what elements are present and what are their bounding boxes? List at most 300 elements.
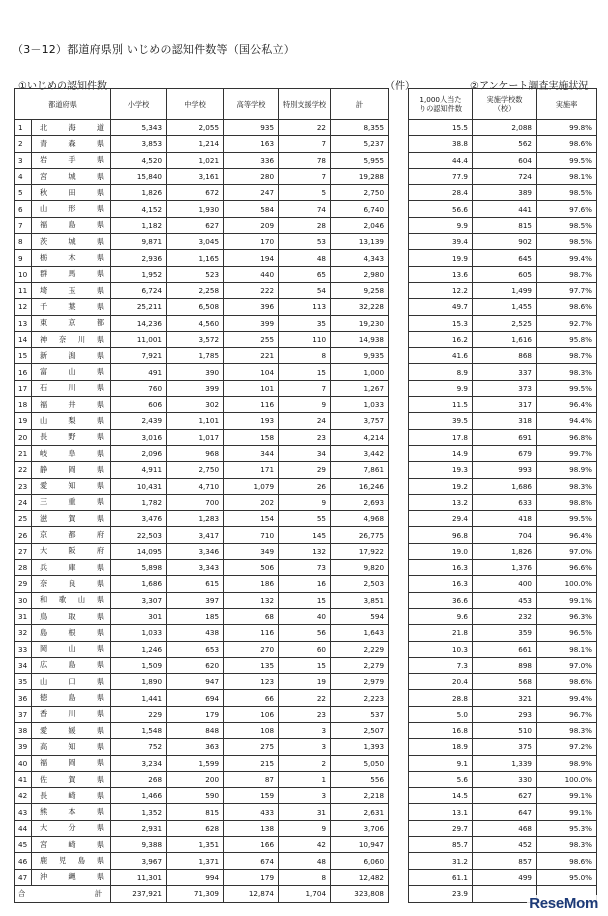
special-support-count: 19 [279, 674, 331, 690]
special-support-count: 15 [279, 657, 331, 673]
survey-rate: 98.3% [537, 478, 597, 494]
survey-rate: 96.6% [537, 560, 597, 576]
junior-high-count: 700 [167, 494, 224, 510]
per-1000-count: 39.4 [409, 234, 473, 250]
high-school-count: 674 [224, 853, 279, 869]
table-row [409, 168, 597, 184]
table-row [409, 234, 597, 250]
total-count: 9,935 [331, 348, 389, 364]
total-count: 2,503 [331, 576, 389, 592]
per-1000-count: 13.2 [409, 494, 473, 510]
high-school-count: 344 [224, 445, 279, 461]
surveyed-schools: 704 [473, 527, 537, 543]
high-school-count: 349 [224, 543, 279, 559]
table-row [15, 625, 389, 641]
prefecture-name: 沖縄県 [32, 869, 111, 885]
table-row [15, 494, 389, 510]
per-1000-count: 5.0 [409, 706, 473, 722]
surveyed-schools: 902 [473, 234, 537, 250]
special-support-count: 3 [279, 722, 331, 738]
per-1000-count: 15.5 [409, 120, 473, 136]
row-number: 11 [15, 282, 32, 298]
elementary-count: 3,234 [111, 755, 167, 771]
junior-high-count: 4,560 [167, 315, 224, 331]
survey-rate: 97.0% [537, 657, 597, 673]
table-row [15, 380, 389, 396]
per-1000-count: 14.5 [409, 788, 473, 804]
table-row [409, 674, 597, 690]
total-label [15, 885, 111, 902]
elementary-count: 5,898 [111, 560, 167, 576]
surveyed-schools: 373 [473, 380, 537, 396]
junior-high-count: 185 [167, 608, 224, 624]
table-row [15, 250, 389, 266]
elementary-count: 2,096 [111, 445, 167, 461]
total-count: 10,947 [331, 837, 389, 853]
table-row [15, 706, 389, 722]
elementary-count: 22,503 [111, 527, 167, 543]
junior-high-count: 523 [167, 266, 224, 282]
junior-high-count: 6,508 [167, 299, 224, 315]
survey-rate: 100.0% [537, 576, 597, 592]
elementary-count: 4,152 [111, 201, 167, 217]
per-1000-count: 16.3 [409, 560, 473, 576]
row-number: 43 [15, 804, 32, 820]
total-count: 9,258 [331, 282, 389, 298]
special-support-count: 23 [279, 706, 331, 722]
elementary-count: 3,016 [111, 429, 167, 445]
table-row [409, 869, 597, 885]
table-row [409, 152, 597, 168]
prefecture-name: 岐阜県 [32, 445, 111, 461]
prefecture-name: 鳥取県 [32, 608, 111, 624]
per-1000-count: 36.6 [409, 592, 473, 608]
high-school-count: 68 [224, 608, 279, 624]
high-school-count: 336 [224, 152, 279, 168]
table-row [15, 168, 389, 184]
special-support-count: 53 [279, 234, 331, 250]
surveyed-schools: 562 [473, 136, 537, 152]
prefecture-name: 長野県 [32, 429, 111, 445]
table-row [409, 560, 597, 576]
surveyed-schools: 1,339 [473, 755, 537, 771]
special-support-count: 3 [279, 788, 331, 804]
special-support-count: 16 [279, 576, 331, 592]
surveyed-schools: 645 [473, 250, 537, 266]
survey-rate: 99.1% [537, 592, 597, 608]
prefecture-name: 福島県 [32, 217, 111, 233]
survey-rate: 100.0% [537, 771, 597, 787]
total-label-b: 計 [94, 888, 103, 898]
prefecture-name: 広島県 [32, 657, 111, 673]
elementary-count: 9,388 [111, 837, 167, 853]
junior-high-count: 3,045 [167, 234, 224, 250]
total-count: 4,214 [331, 429, 389, 445]
per-1000-count: 19.3 [409, 462, 473, 478]
table-row [15, 820, 389, 836]
per-1000-count: 13.1 [409, 804, 473, 820]
surveyed-schools: 898 [473, 657, 537, 673]
row-number: 32 [15, 625, 32, 641]
table-row [409, 299, 597, 315]
surveyed-schools: 468 [473, 820, 537, 836]
elementary-count: 3,853 [111, 136, 167, 152]
elementary-count: 2,936 [111, 250, 167, 266]
table-row [409, 136, 597, 152]
row-number: 1 [15, 120, 32, 136]
junior-high-count: 694 [167, 690, 224, 706]
row-number: 35 [15, 674, 32, 690]
prefecture-name: 栃木県 [32, 250, 111, 266]
table-row [15, 217, 389, 233]
survey-rate: 95.0% [537, 869, 597, 885]
elementary-count: 4,520 [111, 152, 167, 168]
prefecture-name: 大阪府 [32, 543, 111, 559]
total-count: 4,968 [331, 511, 389, 527]
table-row [15, 788, 389, 804]
row-number: 44 [15, 820, 32, 836]
total-count: 2,279 [331, 657, 389, 673]
special-support-count: 8 [279, 869, 331, 885]
surveyed-schools: 633 [473, 494, 537, 510]
table-row [15, 837, 389, 853]
table-row [15, 690, 389, 706]
special-support-count: 7 [279, 136, 331, 152]
total-count: 1,393 [331, 739, 389, 755]
prefecture-name: 和歌山県 [32, 592, 111, 608]
table-row [15, 560, 389, 576]
total-count: 3,442 [331, 445, 389, 461]
elementary-count: 491 [111, 364, 167, 380]
elementary-count: 1,352 [111, 804, 167, 820]
surveyed-schools: 232 [473, 608, 537, 624]
special-support-count: 113 [279, 299, 331, 315]
total-count: 2,631 [331, 804, 389, 820]
high-school-count: 215 [224, 755, 279, 771]
prefecture-name: 東京都 [32, 315, 111, 331]
elementary-count: 606 [111, 397, 167, 413]
high-school-count: 584 [224, 201, 279, 217]
survey-status-table [408, 88, 597, 903]
row-number: 33 [15, 641, 32, 657]
table-row [409, 250, 597, 266]
high-school-count: 275 [224, 739, 279, 755]
elementary-count: 11,001 [111, 331, 167, 347]
prefecture-name: 滋賀県 [32, 511, 111, 527]
table-row [409, 788, 597, 804]
total-count: 8,355 [331, 120, 389, 136]
high-school-count: 440 [224, 266, 279, 282]
total-count: 5,050 [331, 755, 389, 771]
high-school-count: 163 [224, 136, 279, 152]
total-count: 26,775 [331, 527, 389, 543]
survey-rate: 98.3% [537, 837, 597, 853]
surveyed-schools: 318 [473, 413, 537, 429]
survey-rate: 96.8% [537, 429, 597, 445]
prefecture-name: 千葉県 [32, 299, 111, 315]
high-school-count: 170 [224, 234, 279, 250]
prefecture-name: 奈良県 [32, 576, 111, 592]
total-count: 32,228 [331, 299, 389, 315]
row-number: 27 [15, 543, 32, 559]
prefecture-name: 秋田県 [32, 185, 111, 201]
special-support-count: 15 [279, 364, 331, 380]
table-row [409, 445, 597, 461]
survey-rate: 98.7% [537, 266, 597, 282]
junior-high-count: 4,710 [167, 478, 224, 494]
junior-high-count: 627 [167, 217, 224, 233]
prefecture-name: 熊本県 [32, 804, 111, 820]
surveyed-schools: 605 [473, 266, 537, 282]
table-row [409, 592, 597, 608]
row-number: 30 [15, 592, 32, 608]
high-school-count: 132 [224, 592, 279, 608]
table-row [15, 511, 389, 527]
table-row [409, 576, 597, 592]
high-school-count: 116 [224, 625, 279, 641]
survey-rate: 99.1% [537, 788, 597, 804]
survey-rate: 99.4% [537, 690, 597, 706]
table-row [15, 120, 389, 136]
high-school-count: 710 [224, 527, 279, 543]
table-row [409, 690, 597, 706]
surveyed-schools: 441 [473, 201, 537, 217]
high-school-count: 396 [224, 299, 279, 315]
per-1000-count: 29.4 [409, 511, 473, 527]
special-support-count: 26 [279, 478, 331, 494]
table-row [15, 722, 389, 738]
special-support-count: 35 [279, 315, 331, 331]
junior-high-count: 438 [167, 625, 224, 641]
survey-rate: 98.6% [537, 136, 597, 152]
per-1000-count: 49.7 [409, 299, 473, 315]
survey-rate: 97.7% [537, 282, 597, 298]
table-row [15, 592, 389, 608]
surveyed-schools: 993 [473, 462, 537, 478]
prefecture-name: 島根県 [32, 625, 111, 641]
prefecture-name: 大分県 [32, 820, 111, 836]
high-school-count: 186 [224, 576, 279, 592]
surveyed-schools: 1,376 [473, 560, 537, 576]
high-school-count: 221 [224, 348, 279, 364]
table-row [409, 739, 597, 755]
elementary-count: 1,441 [111, 690, 167, 706]
row-number: 42 [15, 788, 32, 804]
surveyed-schools: 2,088 [473, 120, 537, 136]
row-number: 39 [15, 739, 32, 755]
survey-rate: 96.7% [537, 706, 597, 722]
special-support-count: 29 [279, 462, 331, 478]
per-1000-count: 28.8 [409, 690, 473, 706]
prefecture-name: 長崎県 [32, 788, 111, 804]
surveyed-schools: 815 [473, 217, 537, 233]
row-number: 6 [15, 201, 32, 217]
per-1000-count: 31.2 [409, 853, 473, 869]
survey-rate: 97.2% [537, 739, 597, 755]
section1-label: ①いじめの認知件数 [18, 81, 107, 92]
table-row [409, 185, 597, 201]
header-special-support: 特別支援学校 [279, 89, 331, 120]
total-count: 2,750 [331, 185, 389, 201]
surveyed-schools: 359 [473, 625, 537, 641]
per-1000-count: 19.0 [409, 543, 473, 559]
junior-high-count: 1,371 [167, 853, 224, 869]
table-row [15, 282, 389, 298]
elementary-count: 1,033 [111, 625, 167, 641]
total-count: 6,060 [331, 853, 389, 869]
high-school-count: 399 [224, 315, 279, 331]
table-row [15, 462, 389, 478]
junior-high-count: 397 [167, 592, 224, 608]
prefecture-name: 岩手県 [32, 152, 111, 168]
survey-rate: 98.5% [537, 185, 597, 201]
survey-rate: 99.5% [537, 511, 597, 527]
row-number: 24 [15, 494, 32, 510]
junior-high-count: 1,351 [167, 837, 224, 853]
row-number: 13 [15, 315, 32, 331]
table-row [15, 413, 389, 429]
table-row [409, 462, 597, 478]
header-total: 計 [331, 89, 389, 120]
elementary-count: 1,686 [111, 576, 167, 592]
prefecture-name: 宮城県 [32, 168, 111, 184]
total-junior-high: 71,309 [167, 885, 224, 902]
total-special-support: 1,704 [279, 885, 331, 902]
total-count: 2,980 [331, 266, 389, 282]
junior-high-count: 1,283 [167, 511, 224, 527]
total-high-school: 12,874 [224, 885, 279, 902]
table-row [15, 299, 389, 315]
survey-rate: 95.3% [537, 820, 597, 836]
high-school-count: 66 [224, 690, 279, 706]
table-row [15, 755, 389, 771]
row-number: 20 [15, 429, 32, 445]
per-1000-count: 5.6 [409, 771, 473, 787]
per-1000-count: 7.3 [409, 657, 473, 673]
surveyed-schools: 418 [473, 511, 537, 527]
per-1000-count: 9.1 [409, 755, 473, 771]
per-1000-count: 44.4 [409, 152, 473, 168]
table-row [409, 771, 597, 787]
table-row [409, 657, 597, 673]
total-elementary: 237,921 [111, 885, 167, 902]
elementary-count: 1,246 [111, 641, 167, 657]
survey-rate: 92.7% [537, 315, 597, 331]
section2-label: ②アンケート調査実施状況 [470, 81, 589, 92]
table-row [409, 641, 597, 657]
high-school-count: 135 [224, 657, 279, 673]
total-count: 3,851 [331, 592, 389, 608]
row-number: 37 [15, 706, 32, 722]
junior-high-count: 620 [167, 657, 224, 673]
row-number: 36 [15, 690, 32, 706]
junior-high-count: 1,214 [167, 136, 224, 152]
elementary-count: 3,476 [111, 511, 167, 527]
table-row [409, 608, 597, 624]
per-1000-count: 21.8 [409, 625, 473, 641]
prefecture-name: 兵庫県 [32, 560, 111, 576]
survey-rate: 98.6% [537, 299, 597, 315]
junior-high-count: 848 [167, 722, 224, 738]
surveyed-schools: 627 [473, 788, 537, 804]
elementary-count: 3,307 [111, 592, 167, 608]
survey-rate: 94.4% [537, 413, 597, 429]
junior-high-count: 2,750 [167, 462, 224, 478]
unit-label: （件） [385, 81, 415, 92]
table-row [15, 429, 389, 445]
table-row [15, 478, 389, 494]
total-count: 3,757 [331, 413, 389, 429]
per-1000-count: 16.2 [409, 331, 473, 347]
special-support-count: 2 [279, 755, 331, 771]
high-school-count: 123 [224, 674, 279, 690]
surveyed-schools: 724 [473, 168, 537, 184]
survey-rate: 98.3% [537, 364, 597, 380]
special-support-count: 5 [279, 185, 331, 201]
per-1000-count: 15.3 [409, 315, 473, 331]
high-school-count: 166 [224, 837, 279, 853]
surveyed-schools: 2,525 [473, 315, 537, 331]
prefecture-name: 愛知県 [32, 478, 111, 494]
per-1000-count: 41.6 [409, 348, 473, 364]
row-number: 21 [15, 445, 32, 461]
survey-rate: 98.5% [537, 217, 597, 233]
per-1000-count: 12.2 [409, 282, 473, 298]
high-school-count: 270 [224, 641, 279, 657]
table-row [409, 804, 597, 820]
special-support-count: 110 [279, 331, 331, 347]
total-count: 7,861 [331, 462, 389, 478]
surveyed-schools: 679 [473, 445, 537, 461]
table-row [15, 445, 389, 461]
survey-rate: 96.4% [537, 397, 597, 413]
junior-high-count: 2,055 [167, 120, 224, 136]
junior-high-count: 615 [167, 576, 224, 592]
elementary-count: 9,871 [111, 234, 167, 250]
total-count: 2,979 [331, 674, 389, 690]
high-school-count: 104 [224, 364, 279, 380]
table-row [15, 657, 389, 673]
table-row [409, 527, 597, 543]
row-number: 34 [15, 657, 32, 673]
special-support-count: 9 [279, 820, 331, 836]
elementary-count: 10,431 [111, 478, 167, 494]
special-support-count: 34 [279, 445, 331, 461]
surveyed-schools: 604 [473, 152, 537, 168]
table-row [15, 136, 389, 152]
survey-rate: 98.9% [537, 462, 597, 478]
per-1000-count: 28.4 [409, 185, 473, 201]
junior-high-count: 1,599 [167, 755, 224, 771]
elementary-count: 1,548 [111, 722, 167, 738]
row-number: 41 [15, 771, 32, 787]
total-label-a: 合 [18, 888, 26, 898]
junior-high-count: 968 [167, 445, 224, 461]
row-number: 2 [15, 136, 32, 152]
elementary-count: 1,182 [111, 217, 167, 233]
total-count: 2,223 [331, 690, 389, 706]
survey-rate: 99.1% [537, 804, 597, 820]
elementary-count: 14,236 [111, 315, 167, 331]
table-row [15, 641, 389, 657]
prefecture-name: 高知県 [32, 739, 111, 755]
special-support-count: 3 [279, 739, 331, 755]
survey-rate: 99.7% [537, 445, 597, 461]
row-number: 4 [15, 168, 32, 184]
total-count: 6,740 [331, 201, 389, 217]
junior-high-count: 1,165 [167, 250, 224, 266]
prefecture-name: 鹿児島県 [32, 853, 111, 869]
